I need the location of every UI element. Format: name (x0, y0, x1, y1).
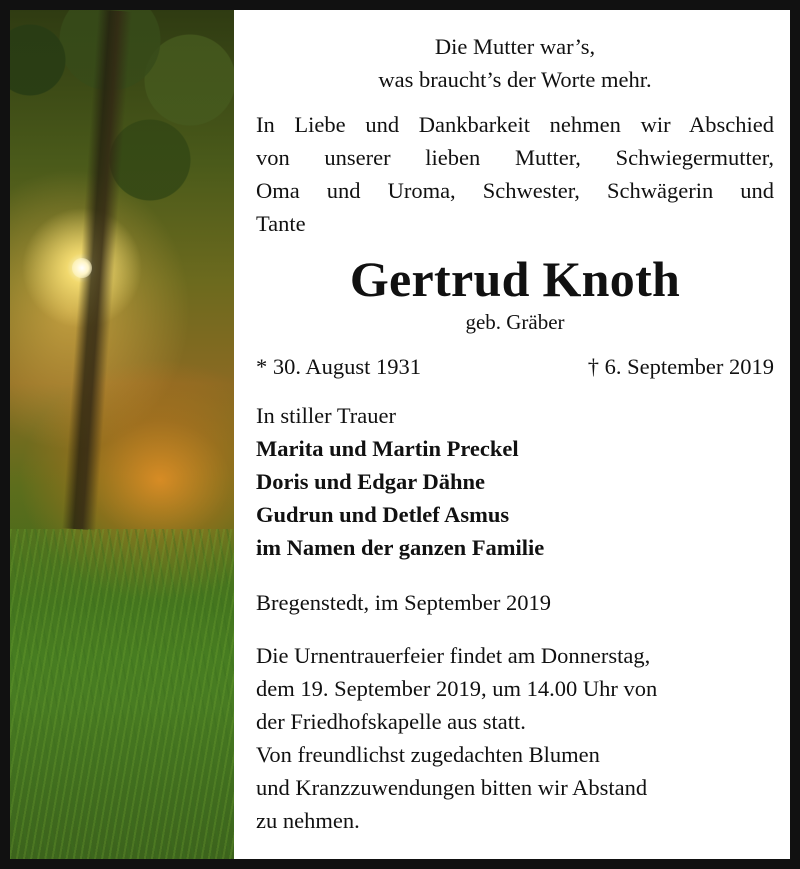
obituary-content (256, 30, 774, 837)
motto-line: was braucht’s der Worte mehr. (378, 67, 652, 92)
intro-line: In Liebe und Dankbarkeit nehmen wir Abschied (256, 112, 774, 137)
ceremony-line: dem 19. September 2019, um 14.00 Uhr von (256, 676, 658, 701)
mourner-name: Marita und Martin Preckel (256, 436, 519, 461)
mourner-name: Doris und Edgar Dähne (256, 469, 486, 494)
intro-line: Tante (256, 211, 306, 236)
forest-sunlight-photo (10, 10, 234, 859)
ceremony-line: Die Urnentrauerfeier findet am Donnerstag, (256, 643, 651, 668)
ceremony-line: und Kranzzuwendungen bitten wir Abstand (256, 775, 648, 800)
obituary-text-panel (234, 10, 790, 859)
mourner-name: Gudrun und Detlef Asmus (256, 502, 510, 527)
motto (256, 30, 774, 96)
birth-date: * 30. August 1931 (256, 354, 422, 379)
ceremony-line: Von freundlichst zugedachten Blumen (256, 742, 600, 767)
meadow-grass (10, 529, 234, 859)
intro-text (256, 108, 774, 240)
sun-glow (72, 258, 92, 278)
mourner-name: im Namen der ganzen Familie (256, 535, 545, 560)
intro-line: von unserer lieben Mutter, Schwiegermutter, (256, 145, 774, 170)
death-date: † 6. September 2019 (587, 354, 774, 379)
motto-line: Die Mutter war’s, (434, 34, 596, 59)
birth-name: geb. Gräber (465, 310, 565, 334)
intro-line: Oma und Uroma, Schwester, Schwägerin und (256, 178, 774, 203)
mourners-block (256, 399, 774, 564)
ceremony-line: zu nehmen. (256, 808, 360, 833)
place-date: Bregenstedt, im September 2019 (256, 590, 551, 615)
ceremony-info (256, 639, 774, 837)
mourners-heading: In stiller Trauer (256, 403, 396, 428)
ceremony-line: der Friedhofskapelle aus statt. (256, 709, 526, 734)
deceased-name: Gertrud Knoth (349, 251, 681, 307)
life-dates (256, 350, 774, 383)
